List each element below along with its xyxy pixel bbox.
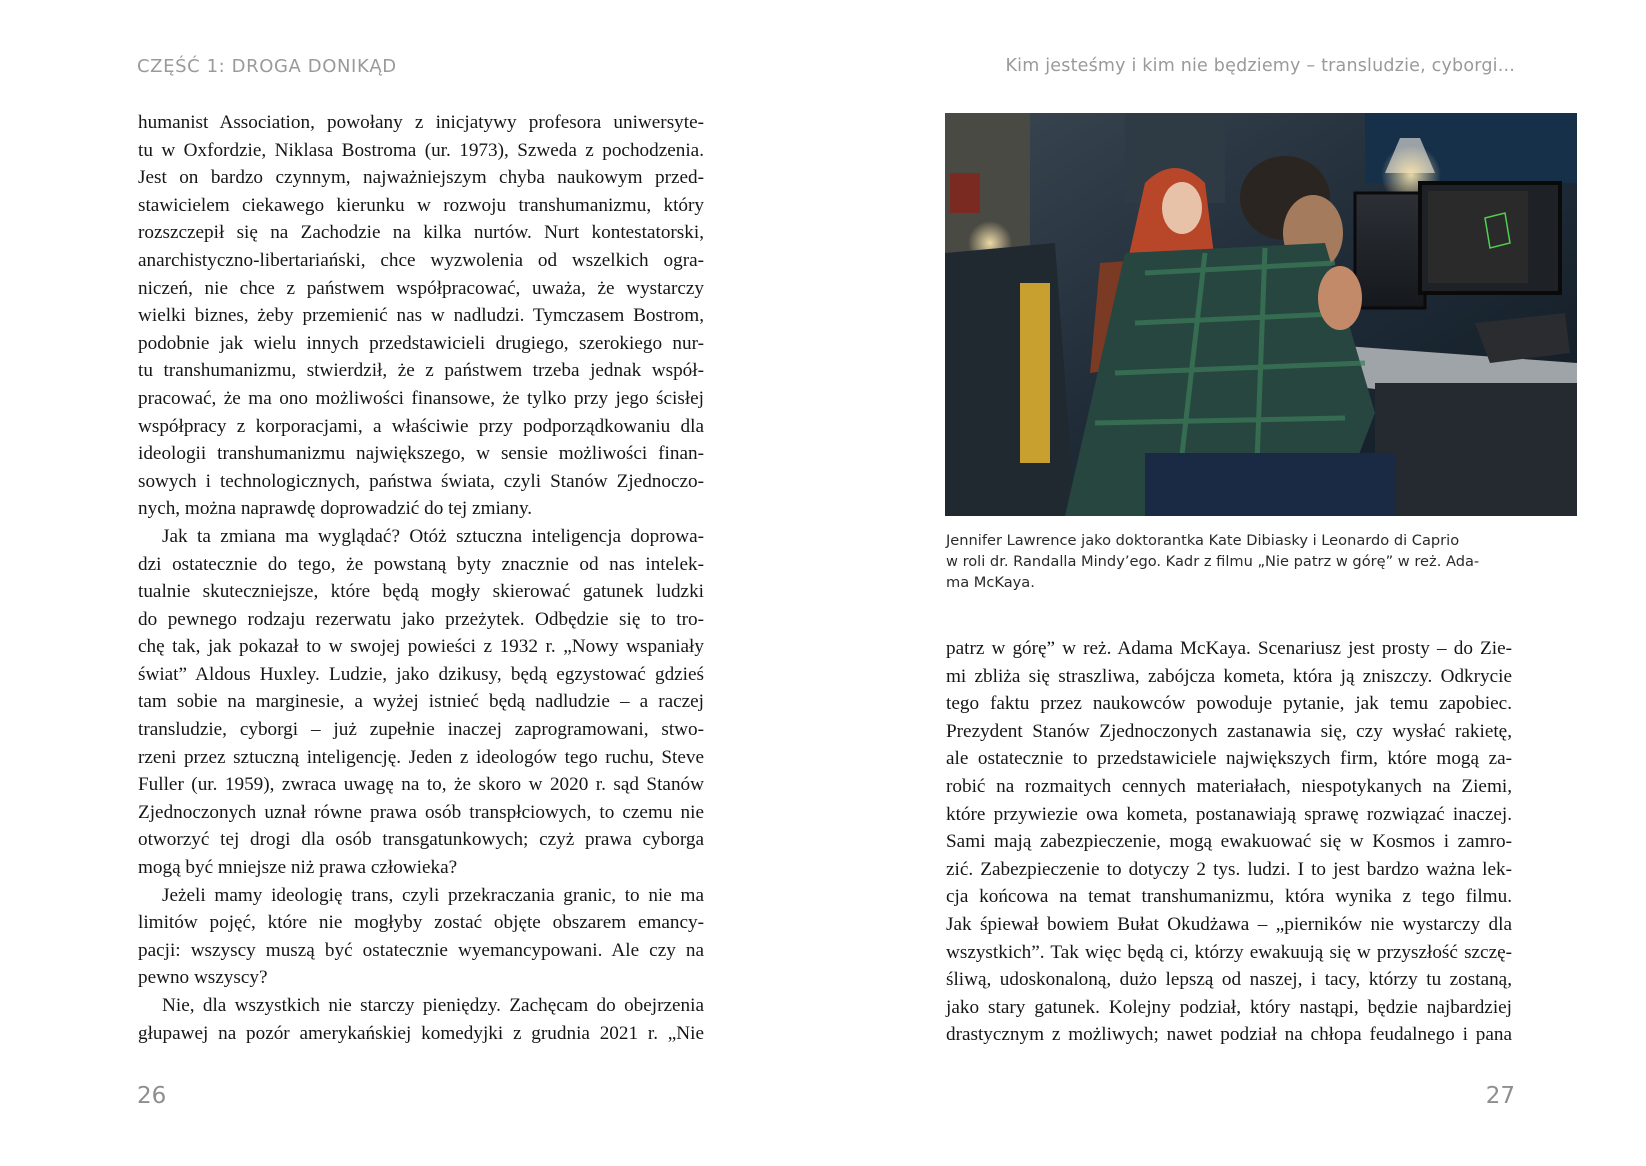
text-line: tu transhumanizmu, stwierdził, że z państwem trzeba jednak współ- [138, 360, 704, 382]
text-line: dzi ostatecznie do tego, że powstaną byty znacznie od nas intelek- [138, 553, 704, 575]
text-line: świat” Aldous Huxley. Ludzie, jako dzikusy, będą egzystować gdzieś [138, 663, 704, 685]
text-line: niczeń, nie chce z państwem współpracować, uważa, że wystarczy [138, 277, 704, 299]
text-line: Sami mają zabezpieczenie, mogą ewakuować się w Kosmos i zamro- [946, 831, 1512, 853]
text-line: głupawej na pozór amerykańskiej komedyjki z grudnia 2021 r. „Nie [138, 1022, 704, 1044]
film-still-illustration [945, 113, 1577, 516]
text-line: wielki biznes, żeby przemienić nas w nadludzi. Tymczasem Bostrom, [138, 305, 704, 327]
right-page [823, 0, 1646, 1166]
text-line: Nie, dla wszystkich nie starczy pieniędzy. Zachęcam do obejrzenia [162, 995, 704, 1016]
running-head-left: CZĘŚĆ 1: DROGA DONIKĄD [137, 56, 397, 77]
caption-line: w roli dr. Randalla Mindy’ego. Kadr z filmu „Nie patrz w górę” w reż. Ada- [946, 553, 1480, 570]
text-line: pewno wszyscy? [138, 967, 268, 989]
text-line: tu w Oxfordzie, Niklasa Bostroma (ur. 1973), Szweda z pochodzenia. [138, 139, 704, 161]
text-line: drastycznym z możliwych; nawet podział na chłopa feudalnego i pana [946, 1024, 1512, 1046]
text-line: ale ostatecznie to przedstawiciele największych firm, które mogą za- [946, 748, 1512, 770]
chair-yellow-panel [1020, 283, 1050, 463]
film-still-photo [945, 113, 1577, 516]
text-line: tualnie skuteczniejsze, które będą mogły skierować gatunek ludzki [138, 581, 704, 603]
caption-line: Jennifer Lawrence jako doktorantka Kate Dibiasky i Leonardo di Caprio [946, 532, 1460, 549]
text-line: robić na rozmaitych cennych materiałach, niespotykanych na Ziemi, [946, 775, 1512, 797]
text-line: Prezydent Stanów Zjednoczonych zastanawia się, czy wysłać rakietę, [946, 720, 1512, 742]
text-line: humanist Association, powołany z inicjatywy profesora uniwersyte- [138, 112, 704, 133]
text-line: limitów pojęć, które nie mogłyby zostać objęte obszarem emancy- [138, 912, 704, 934]
text-line: wszystkich”. Tak więc będą ci, którzy ewakuują się w przyszłość szczę- [946, 941, 1512, 963]
shelf-item [950, 173, 980, 213]
text-line: rzeni przez sztuczną inteligencję. Jeden z ideologów tego ruchu, Steve [138, 746, 704, 768]
right-page-body-text [946, 635, 1512, 1049]
chair-with-jacket [945, 243, 1075, 516]
left-page-body-text [138, 109, 704, 1047]
text-line: rozszczepił się na Zachodzie na kilka nurtów. Nurt kontestatorski, [138, 222, 704, 244]
text-line: tam sobie na marginesie, a wyżej istnieć będą nadludzie – a raczej [138, 691, 704, 713]
text-line: pracować, że ma ono możliwości finansowe, że tylko przy jego ścisłej [138, 387, 704, 409]
text-line: Jak ta zmiana ma wyglądać? Otóż sztuczna inteligencja doprowa- [162, 525, 704, 547]
page-number-right: 27 [1485, 1083, 1515, 1109]
text-line: tego faktu przez naukowców powoduje pytanie, jak temu zapobiec. [946, 693, 1512, 715]
text-line: sowych i technologicznych, państwa świata, czyli Stanów Zjednoczo- [138, 470, 704, 492]
text-line: Jeżeli mamy ideologię trans, czyli przekraczania granic, to nie ma [162, 884, 704, 906]
text-line: podobnie jak wielu innych przedstawicieli drugiego, szerokiego nur- [138, 332, 704, 354]
text-line: Zjednoczonych uznał równe prawa osób transpłciowych, to czemu nie [138, 801, 704, 823]
page-number-left: 26 [137, 1083, 167, 1109]
man-jeans [1145, 453, 1395, 516]
text-line: śliwą, udoskonaloną, dużo lepszą od naszej, i tacy, którzy tu zostaną, [946, 969, 1512, 991]
text-line: Jest on bardzo czynnym, najważniejszym chyba naukowym przed- [138, 167, 704, 189]
text-line: do pewnego rodzaju rezerwatu jako przeżytek. Odbędzie się to tro- [138, 608, 704, 630]
caption-line: ma McKaya. [946, 574, 1035, 591]
photo-caption [946, 530, 1512, 593]
monitor-left [1355, 193, 1425, 308]
text-line: transludzie, cyborgi – już zupełnie inaczej zaprogramowani, stwo- [138, 719, 704, 741]
text-line: ideologii transhumanizmu największego, w sensie możliwości finan- [138, 443, 704, 465]
text-line: stawicielem ciekawego kierunku w rozwoju transhumanizmu, który [138, 194, 704, 216]
man-clasped-hands [1318, 266, 1362, 330]
text-line: mogą być mniejsze niż prawa człowieka? [138, 857, 458, 879]
text-line: otworzyć tej drogi dla osób transgatunkowych; czyż prawa cyborga [138, 829, 704, 851]
text-line: Jak śpiewał bowiem Bułat Okudżawa – „pierników nie wystarczy dla [946, 913, 1512, 935]
text-line: pacji: wszyscy muszą być ostatecznie wyemancypowani. Ale czy na [138, 939, 704, 961]
running-head-right: Kim jesteśmy i kim nie będziemy – transludzie, cyborgi... [1005, 56, 1515, 76]
text-line: które przywiezie owa kometa, postanawiają sprawę rozwiązać inaczej. [946, 803, 1512, 825]
text-line: współpracy z korporacjami, a właściwie przy podporządkowaniu dla [138, 415, 704, 437]
desk-front [1375, 383, 1577, 516]
text-line: cja końcowa na temat transhumanizmu, która wynika z tego filmu. [946, 886, 1512, 908]
text-line: anarchistyczno-libertariański, chce wyzwolenia od wszelkich ogra- [138, 249, 704, 271]
starfield-display [1428, 191, 1528, 283]
woman-face [1162, 182, 1202, 234]
text-line: chę tak, jak pokazał to w swojej powieści z 1932 r. „Nowy wspaniały [138, 636, 704, 658]
text-line: zić. Zabezpieczenie to dotyczy 2 tys. ludzi. I to jest bardzo ważna lek- [946, 858, 1512, 880]
text-line: mi zbliża się straszliwa, zabójcza kometa, która ją zniszczy. Odkrycie [946, 665, 1512, 687]
text-line: jako stary gatunek. Kolejny podział, który nastąpi, będzie najbardziej [946, 996, 1512, 1018]
text-line: Fuller (ur. 1959), zwraca uwagę na to, że skoro w 2020 r. sąd Stanów [138, 774, 704, 796]
text-line: nych, można naprawdę doprowadzić do tej zmiany. [138, 498, 533, 520]
text-line: patrz w górę” w reż. Adama McKaya. Scenariusz jest prosty – do Zie- [946, 638, 1512, 659]
